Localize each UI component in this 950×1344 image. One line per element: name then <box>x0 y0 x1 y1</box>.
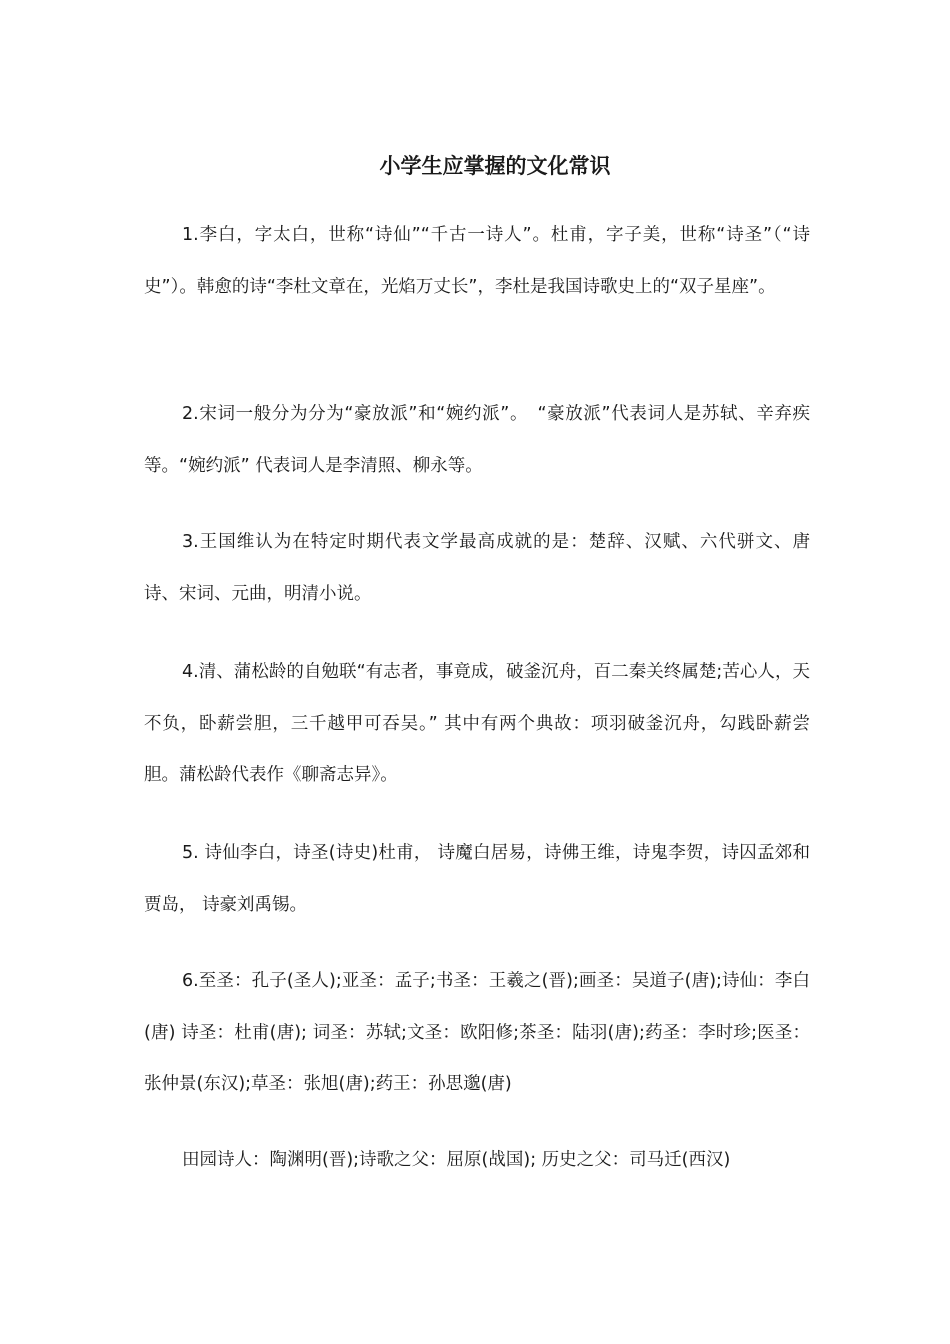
paragraph-song-ci-schools: 2.宋词一般分为分为“豪放派”和“婉约派”。 “豪放派”代表词人是苏轼、辛弃疾等。“婉约派” 代表词人是李清照、柳永等。 <box>144 404 810 476</box>
paragraph-li-bai-du-fu: 1.李白，字太白，世称“诗仙”“千古一诗人”。杜甫，字子美，世称“诗圣”（“诗史”）。韩愈的诗“李杜文章在，光焰万丈长”，李杜是我国诗歌史上的“双子星座”。 <box>144 225 810 297</box>
paragraph-pu-songling: 4.清、蒲松龄的自勉联“有志者，事竟成，破釜沉舟，百二秦关终属楚;苦心人，天不负，卧薪尝胆，三千越甲可吞吴。” 其中有两个典故：项羽破釜沉舟，勾践卧薪尝胆。蒲松龄代表作《聊斋志异》。 <box>144 662 810 785</box>
paragraph-wang-guowei: 3.王国维认为在特定时期代表文学最高成就的是：楚辞、汉赋、六代骈文、唐诗、宋词、元曲，明清小说。 <box>144 532 810 604</box>
paragraph-fathers-list: 田园诗人：陶渊明(晋);诗歌之父：屈原(战国); 历史之父：司马迁(西汉) <box>182 1150 731 1170</box>
document-title: 小学生应掌握的文化常识 <box>379 154 611 178</box>
paragraph-sages-list: 6.至圣：孔子(圣人);亚圣：孟子;书圣：王羲之(晋);画圣：吴道子(唐);诗仙：李白(唐) 诗圣：杜甫(唐); 词圣：苏轼;文圣：欧阳修;茶圣：陆羽(唐);药圣：李时珍;医圣：张仲景(东汉);草圣：张旭(唐);药王：孙思邈(唐) <box>144 971 810 1094</box>
paragraph-poet-titles: 5. 诗仙李白，诗圣(诗史)杜甫， 诗魔白居易，诗佛王维，诗鬼李贺，诗囚孟郊和贾岛， 诗豪刘禹锡。 <box>144 843 810 915</box>
